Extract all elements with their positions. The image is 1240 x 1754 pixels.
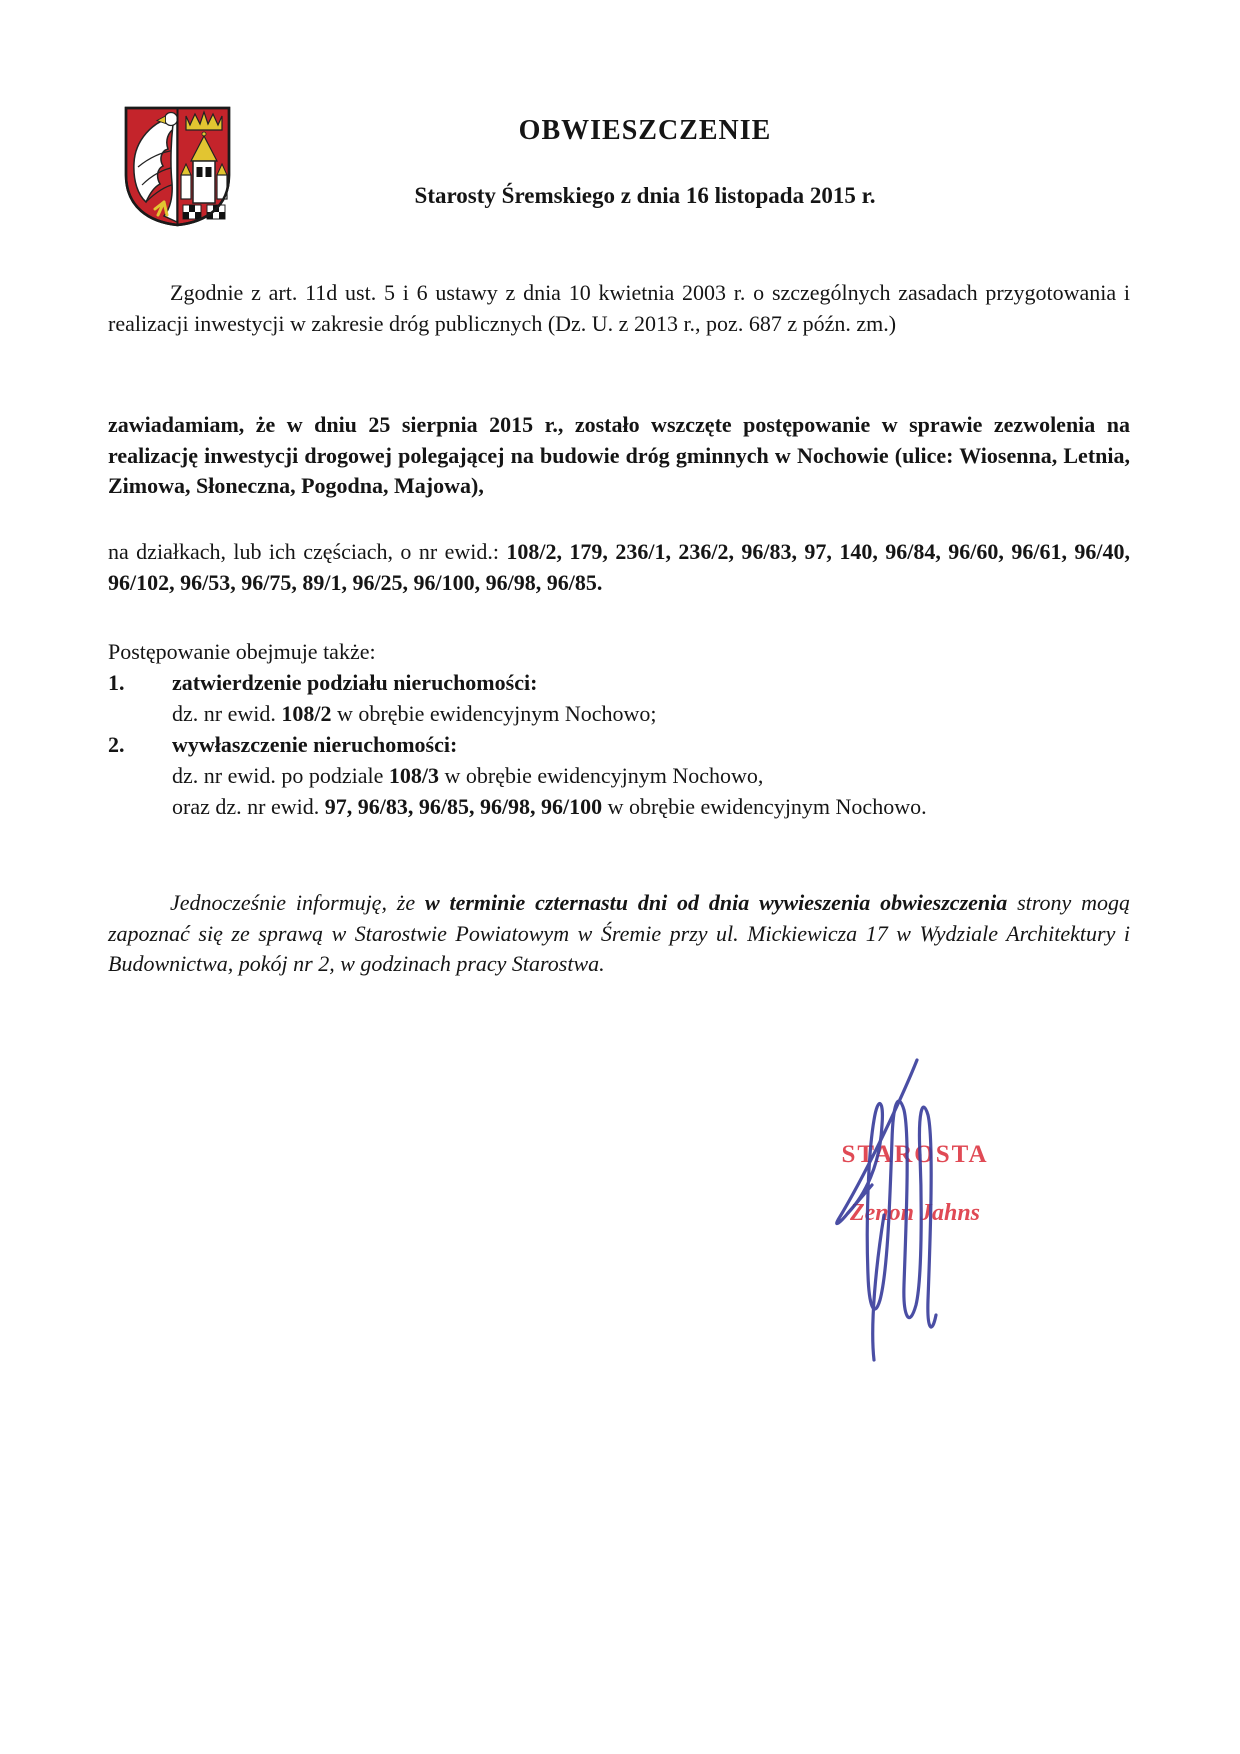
- signature-block: [810, 1045, 1020, 1375]
- page-subtitle: Starosty Śremskiego z dnia 16 listopada 2015 r.: [414, 183, 876, 208]
- notification-paragraph: zawiadamiam, że w dniu 25 sierpnia 2015 r., zostało wszczęte postępowanie w sprawie zezwolenia na realizację inwestycji drogowej polegającej na budowie dróg gminnych w Nochowie (ulice: Wiosenna, Letnia, Zimowa, Słoneczna, Pogodna, Majowa),: [108, 412, 1130, 498]
- list-item-heading: zatwierdzenie podziału nieruchomości:: [172, 670, 538, 695]
- line-text: w obrębie ewidencyjnym Nochowo.: [602, 794, 927, 819]
- scope-list: [108, 667, 1130, 822]
- line-text: dz. nr ewid.: [172, 701, 282, 726]
- plots-paragraph: [108, 537, 1130, 598]
- list-item-number: 2.: [108, 732, 125, 757]
- line-text: dz. nr ewid. po podziale: [172, 763, 389, 788]
- closing-post: strony mogą zapoznać się ze sprawą w Starostwie Powiatowym w Śremie przy ul. Mickiewicza 17 w Wydziale Architektury i Budownictwa, pokój nr 2, w godzinach pracy Starostwa.: [108, 890, 1131, 976]
- scope-intro: Postępowanie obejmuje także:: [108, 639, 376, 664]
- page-title: OBWIESZCZENIE: [518, 115, 772, 146]
- line-plot-numbers: 97, 96/83, 96/85, 96/98, 96/100: [324, 794, 603, 819]
- handwritten-signature: [810, 1045, 1020, 1375]
- list-item: [108, 667, 1130, 729]
- legal-basis-paragraph: Zgodnie z art. 11d ust. 5 i 6 ustawy z dnia 10 kwietnia 2003 r. o szczególnych zasadach przygotowania i realizacji inwestycji w zakresie dróg publicznych (Dz. U. z 2013 r., poz. 687 z późn. zm.): [108, 280, 1130, 336]
- line-plot-number: 108/2: [281, 701, 332, 726]
- list-item: [108, 729, 1130, 822]
- line-text: oraz dz. nr ewid.: [172, 794, 325, 819]
- list-item-line: [172, 760, 1130, 791]
- plots-prefix: na działkach, lub ich częściach, o nr ewid.:: [108, 539, 507, 564]
- list-item-number: 1.: [108, 670, 125, 695]
- list-item-line: [172, 698, 1130, 729]
- line-text: w obrębie ewidencyjnym Nochowo;: [331, 701, 657, 726]
- closing-pre: Jednocześnie informuję, że: [170, 890, 425, 915]
- list-item-heading: wywłaszczenie nieruchomości:: [172, 732, 458, 757]
- closing-paragraph: [108, 888, 1130, 980]
- stamp-title: STAROSTA: [841, 1141, 989, 1168]
- stamp-name: Zenon Jahns: [849, 1200, 981, 1226]
- line-text: w obrębie ewidencyjnym Nochowo,: [439, 763, 764, 788]
- list-item-line: [172, 791, 1130, 822]
- line-plot-number: 108/3: [388, 763, 439, 788]
- closing-deadline: w terminie czternastu dni od dnia wywieszenia obwieszczenia: [424, 890, 1008, 915]
- plots-numbers: 108/2, 179, 236/1, 236/2, 96/83, 97, 140, 96/84, 96/60, 96/61, 96/40, 96/102, 96/53, 96/75, 89/1, 96/25, 96/100, 96/98, 96/85.: [108, 539, 1130, 595]
